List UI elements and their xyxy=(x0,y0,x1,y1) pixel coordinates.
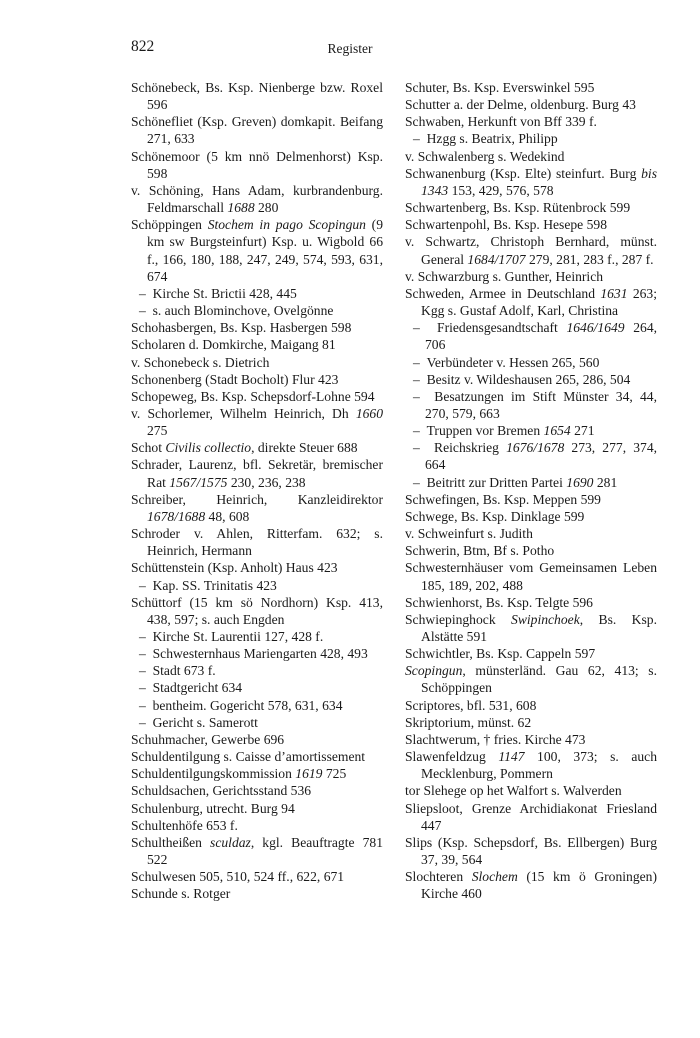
entry-text: v. Schwarzburg s. Gunther, Heinrich xyxy=(405,268,604,284)
italic-text: 1688 xyxy=(227,200,255,216)
index-subentry xyxy=(131,697,383,714)
entry-text: Reichskrieg xyxy=(434,440,507,456)
entry-text: Schönefliet (Ksp. Greven) domkapit. Beifang 271, 633 xyxy=(131,114,383,147)
entry-text: Besatzungen im Stift Münster 34, 44, 270, 579, 663 xyxy=(425,388,657,421)
entry-text: Schwesternhaus Mariengarten 428, 493 xyxy=(152,646,368,662)
italic-text: 1684/1707 xyxy=(467,251,526,267)
index-entry xyxy=(131,405,383,439)
entry-text: Schönebeck, Bs. Ksp. Nienberge bzw. Roxel 596 xyxy=(131,80,383,113)
entry-text: Schwiepinghock xyxy=(405,611,512,627)
index-entry xyxy=(405,525,657,542)
entry-text: v. Schwartz, Christoph Bernhard, münst. General xyxy=(405,234,657,267)
entry-text: 230, 236, 238 xyxy=(227,474,306,490)
entry-text: Schulenburg, utrecht. Burg 94 xyxy=(131,800,295,816)
index-entry xyxy=(131,371,383,388)
entry-text: Sliepsloot, Grenze Archidiakonat Friesland 447 xyxy=(405,800,657,833)
entry-text: Besitz v. Wildeshausen 265, 286, 504 xyxy=(426,371,631,387)
index-entry xyxy=(405,113,657,130)
index-column-right xyxy=(405,79,657,903)
index-entry xyxy=(131,354,383,371)
index-subentry xyxy=(405,439,657,473)
entry-text: Kirche St. Brictii 428, 445 xyxy=(152,285,297,301)
entry-text: , Bs. Ksp. Alstätte 591 xyxy=(421,611,657,644)
entry-text: Schüttorf (15 km sö Nordhorn) Ksp. 413, 438, 597; s. auch Engden xyxy=(131,594,383,627)
index-entry xyxy=(405,508,657,525)
index-column-left xyxy=(131,79,383,903)
index-entry xyxy=(131,765,383,782)
index-entry xyxy=(405,165,657,199)
entry-text: v. Schweinfurt s. Judith xyxy=(405,526,533,542)
entry-text: 273, 277, 374, 664 xyxy=(425,440,658,473)
index-entry xyxy=(131,319,383,336)
entry-text: Schwefingen, Bs. Ksp. Meppen 599 xyxy=(405,491,601,507)
index-entry xyxy=(405,748,657,782)
entry-text: Schweden, Armee in Deutschland xyxy=(405,285,601,301)
index-subentry xyxy=(405,474,657,491)
entry-text: v. Schorlemer, Wilhelm Heinrich, Dh xyxy=(131,405,356,421)
entry-text: (9 km sw Burgsteinfurt) Ksp. u. Wigbold 66 f., 166, 180, 188, 247, 249, 574, 593, 631, 674 xyxy=(147,217,383,284)
index-entry xyxy=(131,439,383,456)
entry-text: tor Slehege op het Walfort s. Walverden xyxy=(405,783,622,799)
index-entry xyxy=(131,817,383,834)
index-entry xyxy=(131,885,383,902)
entry-text: Slachtwerum, † fries. Kirche 473 xyxy=(405,731,586,747)
entry-text: 725 xyxy=(322,766,347,782)
italic-text: Scopingun xyxy=(405,663,463,679)
entry-text: Schönemoor (5 km nnö Delmenhorst) Ksp. 598 xyxy=(131,148,383,181)
index-subentry xyxy=(131,302,383,319)
italic-text: bis 1343 xyxy=(421,165,657,198)
entry-text: Schwichtler, Bs. Ksp. Cappeln 597 xyxy=(405,646,596,662)
index-subentry xyxy=(405,371,657,388)
entry-text: Schwartenpohl, Bs. Ksp. Hesepe 598 xyxy=(405,217,607,233)
index-entry xyxy=(405,868,657,902)
entry-text: s. auch Blominchove, Ovelgönne xyxy=(152,303,334,319)
index-entry xyxy=(131,113,383,147)
index-subentry xyxy=(131,645,383,662)
index-entry xyxy=(405,594,657,611)
index-subentry xyxy=(405,354,657,371)
entry-text: Schuhmacher, Gewerbe 696 xyxy=(131,731,285,747)
italic-text: 1676/1678 xyxy=(506,440,565,456)
index-entry xyxy=(131,834,383,868)
index-entry xyxy=(131,594,383,628)
index-subentry xyxy=(131,577,383,594)
entry-text: Schultheißen xyxy=(131,834,211,850)
entry-text: Slawenfeldzug xyxy=(405,749,499,765)
index-entry xyxy=(131,79,383,113)
index-entry xyxy=(405,731,657,748)
index-entry xyxy=(405,834,657,868)
index-entry xyxy=(131,748,383,765)
entry-text: Kap. SS. Trinitatis 423 xyxy=(152,577,277,593)
entry-text: 264, 706 xyxy=(425,320,658,353)
index-entry xyxy=(405,491,657,508)
index-entry xyxy=(405,148,657,165)
index-entry xyxy=(405,199,657,216)
index-subentry xyxy=(131,628,383,645)
index-entry xyxy=(405,645,657,662)
entry-text: Truppen vor Bremen xyxy=(426,423,544,439)
entry-text: Stadt 673 f. xyxy=(152,663,216,679)
italic-text: Stochem in pago Scopingun xyxy=(207,217,366,233)
index-entry xyxy=(131,525,383,559)
entry-text: 275 xyxy=(147,423,168,439)
index-entry xyxy=(405,611,657,645)
index-entry xyxy=(405,559,657,593)
index-entry xyxy=(405,285,657,319)
index-entry xyxy=(131,731,383,748)
italic-text: sculdaz xyxy=(210,834,251,850)
italic-text: 1690 xyxy=(566,474,594,490)
entry-text: Scholaren d. Domkirche, Maigang 81 xyxy=(131,337,336,353)
entry-text: 263; Kgg s. Gustaf Adolf, Karl, Christina xyxy=(421,285,657,319)
entry-text: Schroder v. Ahlen, Ritterfam. 632; s. Heinrich, Hermann xyxy=(131,526,383,559)
index-entry xyxy=(131,388,383,405)
entry-text: Schwartenberg, Bs. Ksp. Rütenbrock 599 xyxy=(405,200,631,216)
index-subentry xyxy=(405,422,657,439)
italic-text: 1567/1575 xyxy=(169,474,228,490)
entry-text: Schuldentilgungskommission xyxy=(131,766,296,782)
entry-text: Schöppingen xyxy=(131,217,208,233)
entry-text: 271 xyxy=(570,423,595,439)
entry-text: Schunde s. Rotger xyxy=(131,886,231,902)
entry-text: Gericht s. Samerott xyxy=(152,714,258,730)
italic-text: 1660 xyxy=(355,405,383,421)
entry-text: Schwesternhäuser vom Gemeinsamen Leben 185, 189, 202, 488 xyxy=(405,560,657,593)
index-subentry xyxy=(131,662,383,679)
entry-text: 100, 373; s. auch Mecklenburg, Pommern xyxy=(421,749,657,782)
entry-text: Schüttenstein (Ksp. Anholt) Haus 423 xyxy=(131,560,338,576)
entry-text: Scriptores, bfl. 531, 608 xyxy=(405,697,537,713)
entry-text: 281 xyxy=(593,474,618,490)
entry-text: bentheim. Gogericht 578, 631, 634 xyxy=(152,697,343,713)
italic-text: 1619 xyxy=(295,766,323,782)
entry-text: Schwienhorst, Bs. Ksp. Telgte 596 xyxy=(405,594,593,610)
index-entry xyxy=(405,714,657,731)
index-entry xyxy=(131,182,383,216)
entry-text: v. Schonebeck s. Dietrich xyxy=(131,354,270,370)
entry-text: Schwege, Bs. Ksp. Dinklage 599 xyxy=(405,508,585,524)
entry-text: 280 xyxy=(254,200,279,216)
entry-text: 279, 281, 283 f., 287 f. xyxy=(525,251,654,267)
entry-text: Beitritt zur Dritten Partei xyxy=(426,474,567,490)
entry-text: , münsterländ. Gau 62, 413; s. Schöppingen xyxy=(421,663,657,696)
index-entry xyxy=(131,456,383,490)
index-subentry xyxy=(131,714,383,731)
page-number: 822 xyxy=(131,38,155,55)
entry-text: Schopeweg, Bs. Ksp. Schepsdorf-Lohne 594 xyxy=(131,388,375,404)
index-entry xyxy=(131,336,383,353)
index-entry xyxy=(405,542,657,559)
entry-text: Hzgg s. Beatrix, Philipp xyxy=(426,131,558,147)
index-entry xyxy=(405,697,657,714)
entry-text: Schonenberg (Stadt Bocholt) Flur 423 xyxy=(131,371,339,387)
index-entry xyxy=(131,800,383,817)
entry-text: Schuldsachen, Gerichtsstand 536 xyxy=(131,783,312,799)
entry-text: Schrader, Laurenz, bfl. Sekretär, bremischer Rat xyxy=(131,457,383,490)
italic-text: 1631 xyxy=(600,285,628,301)
index-subentry xyxy=(131,285,383,302)
index-subentry xyxy=(405,130,657,147)
entry-text: Stadtgericht 634 xyxy=(152,680,243,696)
entry-text: Schwanenburg (Ksp. Elte) steinfurt. Burg xyxy=(405,165,642,181)
index-entry xyxy=(405,79,657,96)
entry-text: Slips (Ksp. Schepsdorf, Bs. Ellbergen) Burg 37, 39, 564 xyxy=(405,834,657,868)
entry-text: Schutter a. der Delme, oldenburg. Burg 43 xyxy=(405,97,636,113)
index-entry xyxy=(131,216,383,285)
index-subentry xyxy=(405,388,657,422)
index-subentry xyxy=(131,679,383,696)
entry-text: Friedensgesandtschaft xyxy=(437,320,567,336)
italic-text: Swipinchoek xyxy=(511,611,580,627)
entry-text: , direkte Steuer 688 xyxy=(251,440,358,456)
index-entry xyxy=(131,559,383,576)
index-subentry xyxy=(405,319,657,353)
italic-text: Civilis collectio xyxy=(165,440,252,456)
entry-text: 48, 608 xyxy=(205,508,250,524)
index-entry xyxy=(405,782,657,799)
entry-text: Schwerin, Btm, Bf s. Potho xyxy=(405,543,555,559)
italic-text: 1678/1688 xyxy=(147,508,206,524)
italic-text: 1654 xyxy=(543,423,571,439)
entry-text: , kgl. Beauftragte 781 522 xyxy=(147,834,383,868)
running-head: Register xyxy=(327,41,373,56)
entry-text: Slochteren xyxy=(405,869,472,885)
entry-text: Schreiber, Heinrich, Kanzleidirektor xyxy=(131,491,383,507)
index-entry xyxy=(405,662,657,696)
entry-text: Schulwesen 505, 510, 524 ff., 622, 671 xyxy=(131,869,345,885)
entry-text: Schwaben, Herkunft von Bff 339 f. xyxy=(405,114,597,130)
index-entry xyxy=(405,268,657,285)
index-entry xyxy=(405,800,657,834)
italic-text: Slochem xyxy=(471,869,518,885)
entry-text: v. Schwalenberg s. Wedekind xyxy=(405,148,565,164)
entry-text: Schot xyxy=(131,440,166,456)
index-entry xyxy=(405,233,657,267)
entry-text: Schohasbergen, Bs. Ksp. Hasbergen 598 xyxy=(131,320,352,336)
entry-text: v. Schöning, Hans Adam, kurbrandenburg. Feldmarschall xyxy=(131,182,383,216)
entry-text: 153, 429, 576, 578 xyxy=(448,182,554,198)
entry-text: Schuter, Bs. Ksp. Everswinkel 595 xyxy=(405,80,595,95)
index-entry xyxy=(131,491,383,525)
italic-text: 1646/1649 xyxy=(566,320,625,336)
italic-text: 1147 xyxy=(498,749,525,765)
index-entry xyxy=(131,148,383,182)
entry-text: Schuldentilgung s. Caisse d’amortissement xyxy=(131,749,366,765)
entry-text: Verbündeter v. Hessen 265, 560 xyxy=(426,354,600,370)
index-entry xyxy=(405,216,657,233)
index-entry xyxy=(131,868,383,885)
entry-text: Kirche St. Laurentii 127, 428 f. xyxy=(152,629,324,644)
entry-text: (15 km ö Groningen) Kirche 460 xyxy=(421,869,657,902)
index-entry xyxy=(131,782,383,799)
entry-text: Schultenhöfe 653 f. xyxy=(131,817,238,833)
index-entry xyxy=(405,96,657,113)
entry-text: Skriptorium, münst. 62 xyxy=(405,714,532,730)
